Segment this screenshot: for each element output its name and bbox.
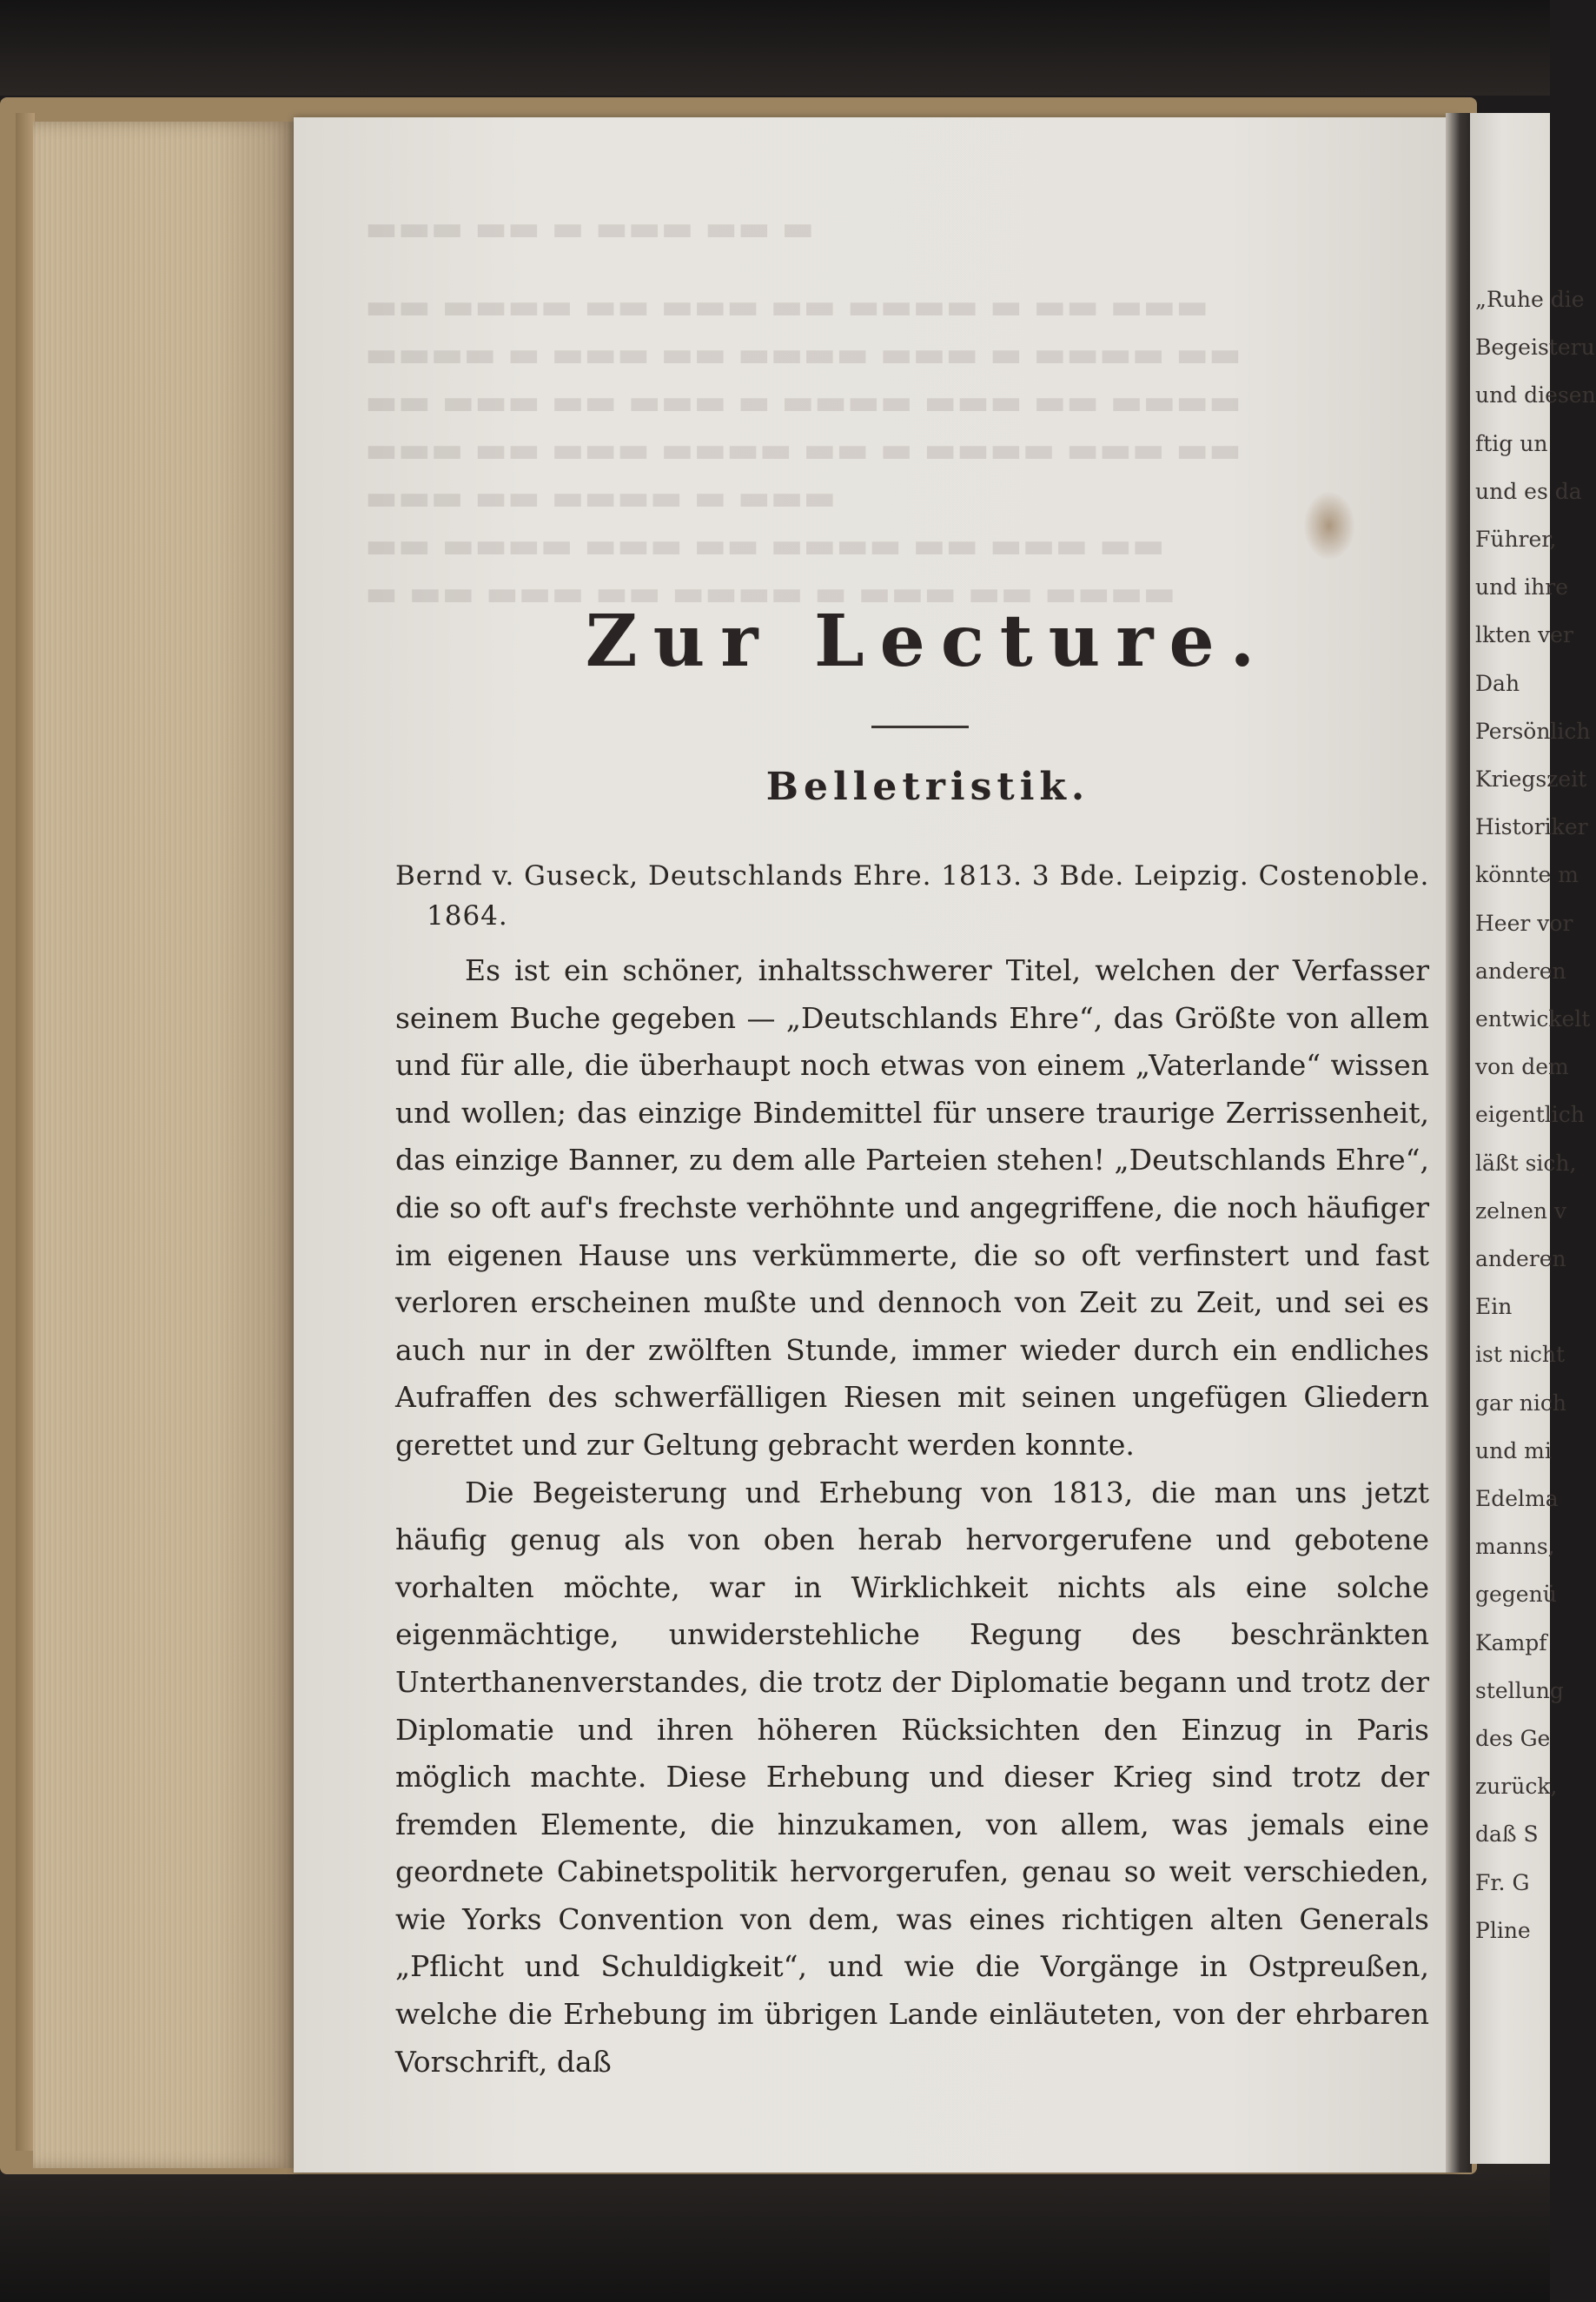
show-through-line: ▬▬▬ ▬ ▬▬▬▬ ▬▬ ▬▬▬ (365, 478, 837, 518)
facing-page-word: daß S (1475, 1821, 1539, 1848)
facing-page-word: Heer vor (1475, 910, 1573, 936)
bibliographic-entry: Bernd v. Guseck, Deutschlands Ehre. 1813. 3 Bde. Leipzig. Costenoble. 1864. (395, 860, 1430, 932)
facing-page-word: von dem (1475, 1054, 1569, 1080)
table-top-shadow (0, 0, 1550, 96)
facing-page-word: gegenü (1475, 1582, 1557, 1608)
show-through-line: ▬▬▬ ▬▬ ▬ ▬▬▬▬ ▬▬ ▬▬▬ ▬▬ ▬▬▬▬ ▬▬ (365, 287, 1209, 327)
facing-page-word: Fr. G (1475, 1869, 1530, 1895)
facing-page-word: „Ruhe die (1475, 287, 1585, 312)
facing-page-word: Begeisteru (1475, 335, 1595, 361)
facing-page-word: läßt sich, (1475, 1150, 1577, 1176)
facing-page-word: entwickelt (1475, 1006, 1591, 1032)
facing-page-word: zelnen v (1475, 1197, 1567, 1224)
facing-page-word: könnte m (1475, 862, 1579, 888)
cover-edge (16, 113, 35, 2151)
paragraph: Es ist ein schöner, inhaltsschwerer Titel, welchen der Verfasser seinem Buche gegeben — „Deutschlands Ehre“, das Größte von allem und für alle, die überhaupt noch etwas von einem „Vaterlande“ wissen und wollen; das einzige Bindemittel für unsere traurige Zerrissenheit, das einzige Banner, zu dem alle Parteien stehen! „Deutschlands Ehre“, die so oft auf's frechste verhöhnte und angegriffene, die noch häufiger im eigenen Hause uns verkümmerte, die so oft verfinstert und fast verloren erscheinen mußte und dennoch von Zeit zu Zeit, und sei es auch nur in der zwölften Stunde, immer wieder durch ein endliches Aufraffen des schwerfälligen Riesen mit seinen ungefügen Gliedern gerettet und zur Geltung gebracht werden konnte. (395, 953, 1429, 1462)
show-through-line: ▬▬▬▬ ▬▬ ▬▬▬ ▬▬▬▬ ▬ ▬▬▬ ▬▬ ▬▬▬ ▬▬ (365, 382, 1242, 422)
facing-page-word: Pline (1475, 1917, 1531, 1943)
facing-page-word: anderen (1475, 958, 1566, 984)
book-gutter (1446, 113, 1472, 2173)
facing-page-word: Persönlich (1475, 718, 1591, 744)
title-divider (871, 726, 969, 728)
facing-page-word: zurück, (1475, 1774, 1558, 1800)
show-through-line: ▬ ▬▬ ▬▬▬ ▬ ▬▬ ▬▬▬ (365, 209, 815, 249)
page-fold-shadow (217, 122, 295, 2168)
facing-page-word: Dah (1475, 670, 1520, 696)
facing-page-word: Führer, (1475, 527, 1557, 552)
show-through-line: ▬▬▬▬ ▬▬ ▬▬▬ ▬ ▬▬▬▬ ▬▬ ▬▬▬ ▬▬ ▬ (365, 574, 1176, 614)
facing-page-word: und es da (1475, 478, 1582, 504)
paragraph: Die Begeisterung und Erhebung von 1813, die man uns jetzt häufig genug als von oben herab hervorgerufene und gebotene vorhalten möchte, war in Wirklichkeit nichts als eine solche eigenmächtige, unwiderstehliche Regung des beschränkten Unterthanenverstandes, die trotz der Diplomatie begann und trotz der Diplomatie und ihren höheren Rücksichten den Einzug in Paris möglich machte. Diese Erhebung und dieser Krieg sind trotz der fremden Elemente, die hinzukamen, von allem, was jemals eine geordnete Cabinetspolitik hervorgerufen, genau so weit verschieden, wie Yorks Convention von dem, was eines richtigen alten Generals „Pflicht und Schuldigkeit“, und wie die Vorgänge in Ostpreußen, welche die Erhebung im übrigen Lande einläuteten, von der ehrbaren Vorschrift, daß (395, 1475, 1429, 2079)
facing-page-word: eigentlich (1475, 1102, 1585, 1128)
facing-page-word: gar nich (1475, 1390, 1567, 1416)
facing-page-word: Edelma (1475, 1486, 1559, 1511)
facing-page-word: anderen (1475, 1246, 1566, 1271)
facing-page-word: und ihre (1475, 574, 1568, 600)
show-through-line: ▬▬ ▬▬▬ ▬▬ ▬▬▬▬ ▬▬ ▬▬▬ ▬▬▬▬ ▬▬ (365, 526, 1165, 566)
article-body (395, 947, 1429, 2086)
facing-page-word: und diesen (1475, 382, 1596, 408)
facing-page-word: stellung (1475, 1677, 1564, 1703)
facing-page-word: ist nicht (1475, 1342, 1566, 1368)
facing-page-word: lkten ver (1475, 622, 1573, 648)
paper-stain (1303, 491, 1355, 561)
facing-page-word: und mi (1475, 1437, 1552, 1463)
page-title: Zur Lecture. (585, 600, 1271, 683)
show-through-line: ▬▬ ▬▬▬ ▬▬▬▬ ▬ ▬▬ ▬▬▬▬ ▬▬▬ ▬▬ ▬▬▬ (365, 430, 1242, 470)
facing-page-word: Historiker (1475, 814, 1588, 840)
section-heading: Belletristik. (765, 765, 1090, 809)
show-through-line: ▬▬ ▬▬▬▬ ▬ ▬▬▬ ▬▬▬▬ ▬▬ ▬▬▬ ▬ ▬▬▬▬ (365, 335, 1242, 375)
facing-page-word: ftig un (1475, 430, 1548, 456)
facing-page-word: Kriegszeit (1475, 766, 1587, 792)
facing-page-edge (1470, 113, 1550, 2164)
facing-page-word: manns, (1475, 1534, 1555, 1560)
facing-page-word: Kampf (1475, 1629, 1547, 1655)
facing-page-word: Ein (1475, 1294, 1513, 1320)
facing-page-word: des Ge (1475, 1726, 1551, 1751)
